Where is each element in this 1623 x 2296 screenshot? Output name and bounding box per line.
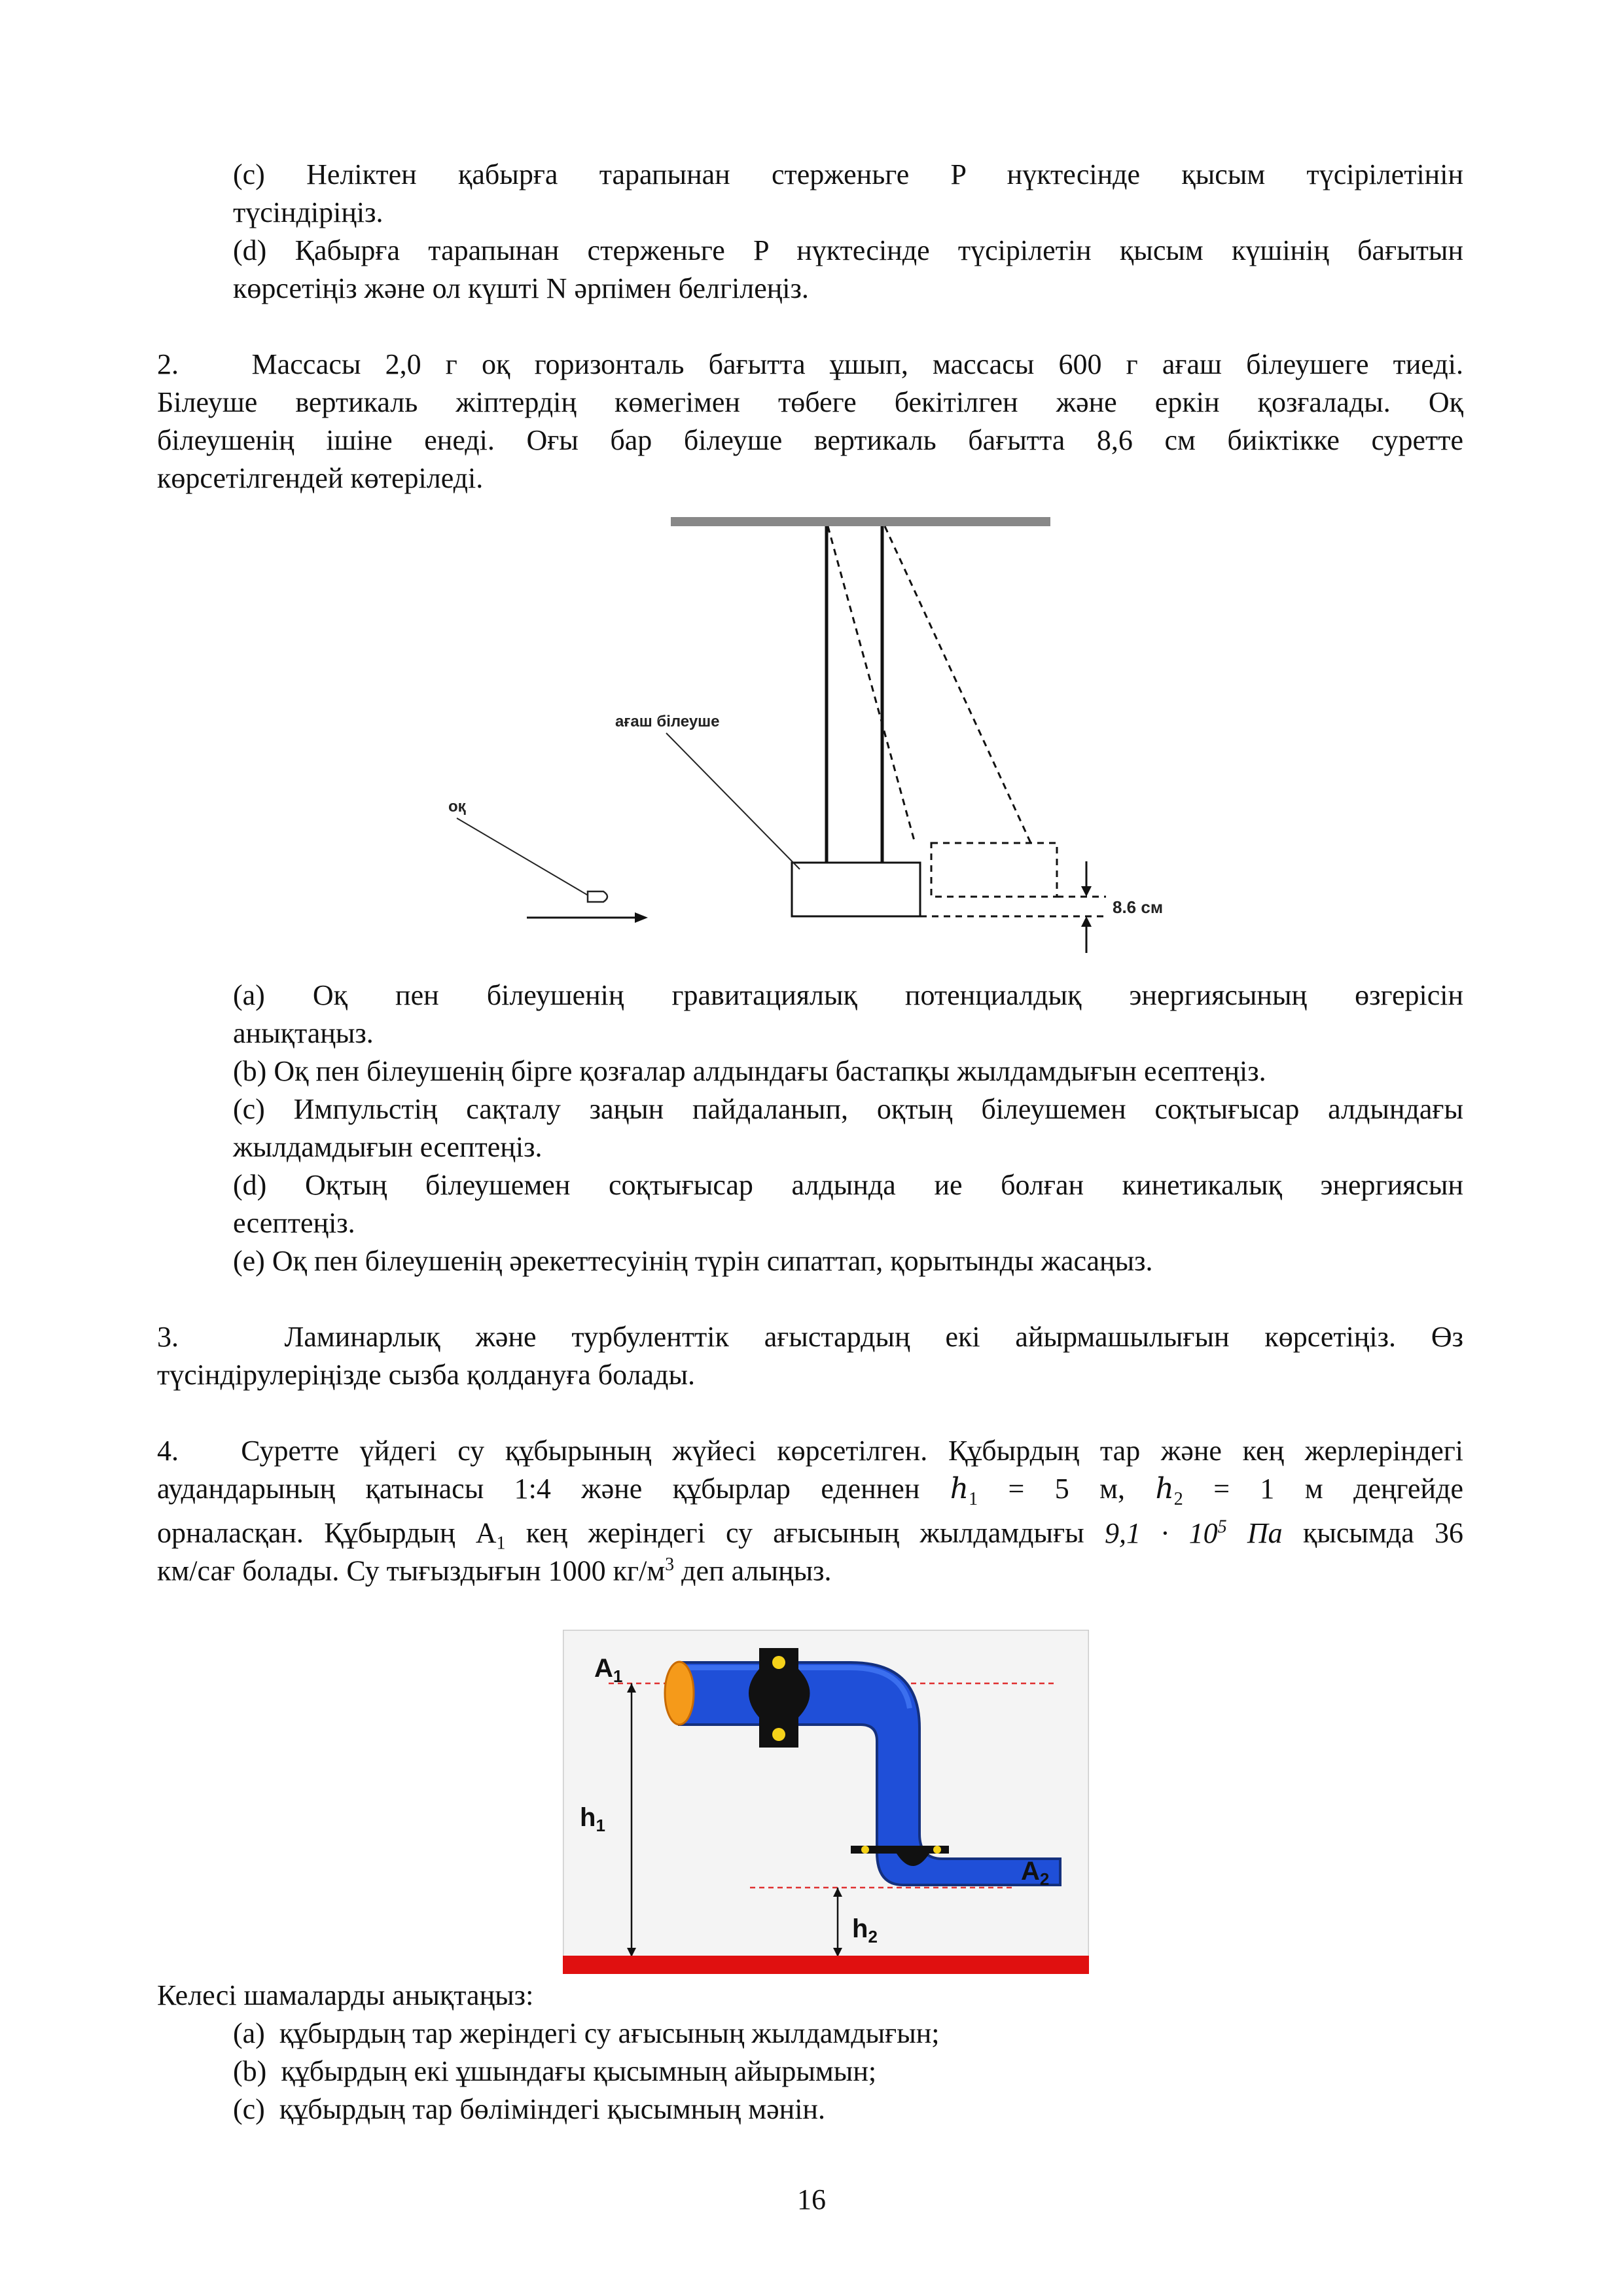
floor (563, 1956, 1089, 1974)
ceiling-bar (671, 517, 1050, 526)
label-h2: $h_2$ (852, 1914, 878, 1946)
page-number: 16 (797, 2183, 826, 2215)
q1-item-c-line1: (c) Неліктен қабырға тарапынан стерженьге P нүктесінде қысым түсірілетінін (233, 158, 1463, 190)
q4-text-line3: орналасқан. Құбырдың $A_1$ кең жеріндегі су ағысының жылдамдығы $9,1 \cdot 10^5$ Па қысымда 36 (157, 1516, 1464, 1554)
label-A1: $A_1$ (594, 1654, 623, 1686)
label-h1: $h_1$ (580, 1803, 605, 1835)
q4-text-line4: км/сағ болады. Су тығыздығын 1000 $кг/м^3$ деп алыңыз. (157, 1554, 832, 1587)
q4-item-a: (a) құбырдың тар жеріндегі су ағысының жылдамдығын; (233, 2017, 940, 2049)
ballistic-pendulum-figure (419, 511, 1217, 969)
string-left-displaced (828, 526, 915, 843)
q2-text-line4: көрсетілгендей көтеріледі. (157, 462, 484, 494)
q2-item-d-line1: (d) Оқтың білеушемен соқтығысар алдында ие болған кинетикалық энергиясын (233, 1169, 1464, 1201)
q2-item-a-line1: (a) Оқ пен білеушенің гравитациялық потенциалдық энергиясының өзгерісін (233, 979, 1463, 1011)
q4-intro: Келесі шамаларды анықтаңыз: (157, 1979, 534, 2011)
bullet-label: оқ (448, 798, 466, 816)
block-pointer-line (666, 733, 800, 869)
string-right-displaced (885, 526, 1031, 843)
q3-text-line2: түсіндірулеріңізде сызба қолдануға болады. (157, 1359, 696, 1391)
wooden-block-raised (931, 843, 1057, 897)
q4-item-b: (b) құбырдың екі ұшындағы қысымның айырымын; (233, 2055, 877, 2087)
q2-item-e: (e) Оқ пен білеушенің әрекеттесуінің түрін сипаттап, қорытынды жасаңыз. (233, 1245, 1153, 1277)
pressure-value: $9,1 \cdot 10^5$ Па (1105, 1516, 1283, 1549)
q1-item-d-line2: көрсетіңіз және ол күшті N әрпімен белгілеңіз. (233, 272, 809, 304)
q1-item-c-line2: түсіндіріңіз. (233, 196, 383, 228)
q1-item-d-line1: (d) Қабырға тарапынан стерженьге P нүктесінде түсірілетін қысым күшінің бағытын (233, 234, 1464, 266)
q2-item-a-line2: анықтаңыз. (233, 1017, 374, 1049)
q2-text-line1: 2. Массасы 2,0 г оқ горизонталь бағытта ұшып, массасы 600 г ағаш білеушеге тиеді. (157, 348, 1463, 380)
q2-item-d-line2: есептеңіз. (233, 1207, 355, 1239)
q2-text-line2: Білеуше вертикаль жіптердің көмегімен төбеге бекітілген және еркін қозғалады. Оқ (157, 386, 1463, 418)
q4-item-c: (c) құбырдың тар бөліміндегі қысымның мәнін. (233, 2093, 825, 2125)
label-A2: $A_2$ (1021, 1857, 1050, 1889)
pipe-system-figure (563, 1630, 1089, 1974)
pipe-opening-A1 (665, 1662, 694, 1725)
bullet-icon (588, 891, 607, 902)
q4-text-line2: аудандарының қатынасы 1:4 және құбырлар еденнен $h_1 = 5$ м, $h_2 = 1$ м деңгейде (157, 1472, 1463, 1509)
q2-item-c-line2: жылдамдығын есептеңіз. (233, 1131, 543, 1163)
arrow-up-icon (1081, 916, 1092, 927)
q2-text-line3: білеушенің ішіне енеді. Оғы бар білеуше вертикаль бағытта 8,6 см биіктікке суретте (157, 424, 1463, 456)
wooden-block (792, 863, 920, 916)
q3-text-line1: 3. Ламинарлық және турбуленттік ағыстардың екі айырмашылығын көрсетіңіз. Өз (157, 1321, 1464, 1353)
q2-item-b: (b) Оқ пен білеушенің бірге қозғалар алдындағы бастапқы жылдамдығын есептеңіз. (233, 1055, 1266, 1087)
arrow-down-icon (1081, 886, 1092, 897)
arrow-right-icon (635, 912, 648, 923)
bullet-pointer-line (457, 818, 590, 897)
q2-item-c-line1: (c) Импульстің сақталу заңын пайдаланып, оқтың білеушемен соқтығысар алдындағы (233, 1093, 1464, 1125)
block-label: ағаш білеуше (615, 713, 720, 730)
height-label: 8.6 см (1113, 897, 1164, 917)
q4-text-line1: 4. Суретте үйдегі су құбырының жүйесі көрсетілген. Құбырдың тар және кең жерлеріндегі (157, 1435, 1463, 1467)
